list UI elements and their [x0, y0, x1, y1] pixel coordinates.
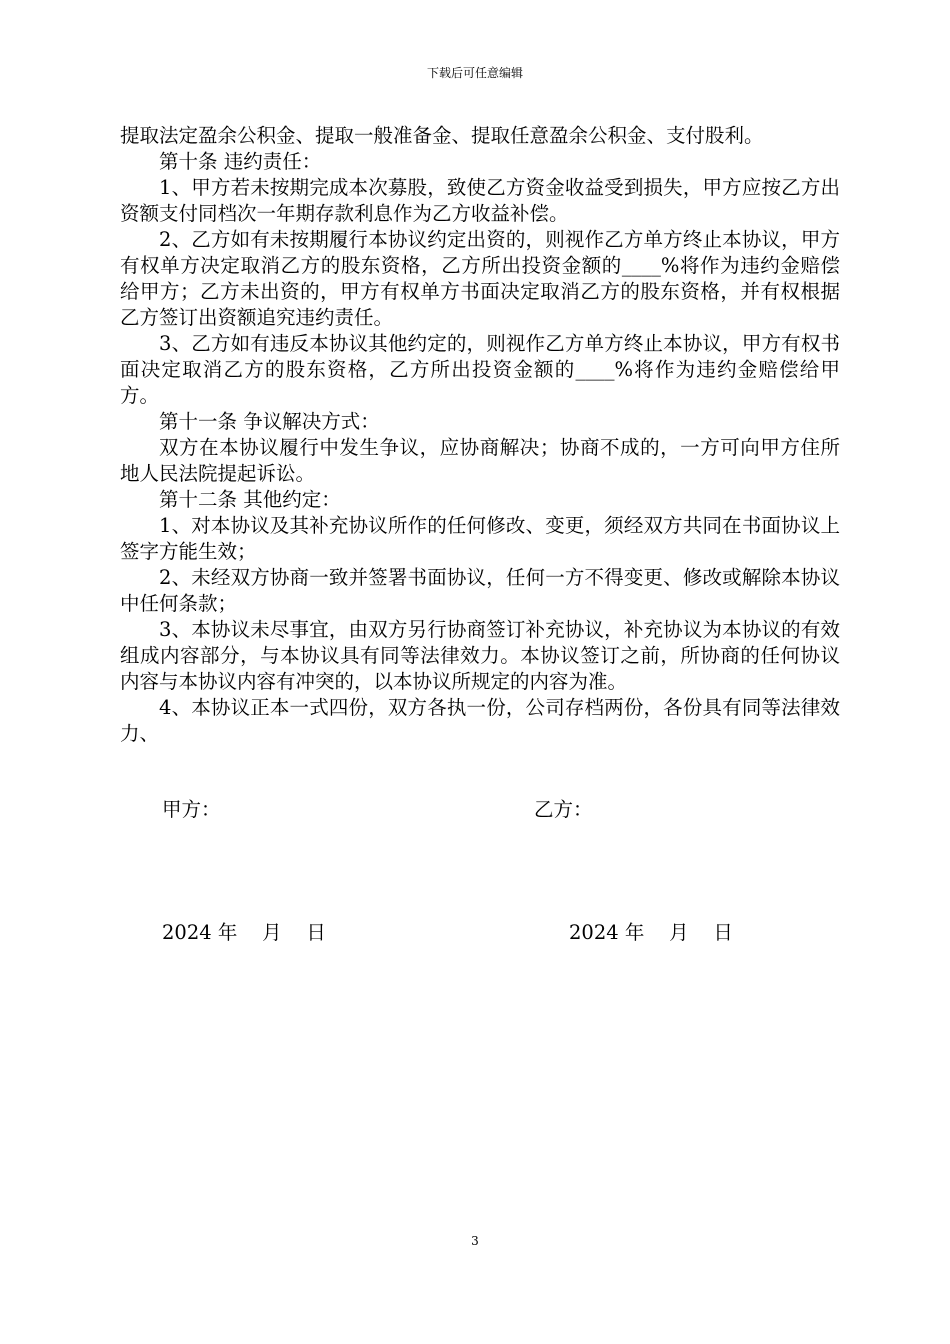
article-12-clause-1: 1、对本协议及其补充协议所作的任何修改、变更，须经双方共同在书面协议上签字方能生效； — [120, 514, 840, 563]
article-12-clause-3: 3、本协议未尽事宜，由双方另行协商签订补充协议，补充协议为本协议的有效组成内容部分，与本协议具有同等法律效力。本协议签订之前，所协商的任何协议内容与本协议内容有冲突的，以本协议所规定的内容为准。 — [120, 618, 840, 693]
party-a-label: 甲方： — [162, 798, 221, 821]
paragraph-continuation: 提取法定盈余公积金、提取一般准备金、提取任意盈余公积金、支付股利。 — [120, 124, 764, 147]
article-10-heading: 第十条 违约责任： — [159, 150, 322, 173]
document-body — [120, 123, 840, 747]
article-11-body: 双方在本协议履行中发生争议，应协商解决；协商不成的，一方可向甲方住所地人民法院提起诉讼。 — [120, 436, 840, 485]
article-12-clause-4: 4、本协议正本一式四份，双方各执一份，公司存档两份，各份具有同等法律效力、 — [120, 696, 840, 745]
party-a-date: 2024 年 月 日 — [162, 921, 326, 944]
article-12-heading: 第十二条 其他约定： — [159, 488, 341, 511]
article-10-clause-3: 3、乙方如有违反本协议其他约定的，则视作乙方单方终止本协议，甲方有权书面决定取消乙方的股东资格，乙方所出投资金额的____%将作为违约金赔偿给甲方。 — [120, 332, 840, 407]
article-11-heading: 第十一条 争议解决方式： — [159, 410, 380, 433]
article-12-clause-2: 2、未经双方协商一致并签署书面协议，任何一方不得变更、修改或解除本协议中任何条款； — [120, 566, 840, 615]
party-b-date: 2024 年 月 日 — [569, 921, 733, 944]
party-b-label: 乙方： — [534, 798, 593, 821]
article-10-clause-2: 2、乙方如有未按期履行本协议约定出资的，则视作乙方单方终止本协议，甲方有权单方决定取消乙方的股东资格，乙方所出投资金额的____%将作为违约金赔偿给甲方；乙方未出资的，甲方有权单方书面决定取消乙方的股东资格，并有权根据乙方签订出资额追究违约责任。 — [120, 228, 840, 329]
page-number: 3 — [471, 1234, 479, 1248]
article-10-clause-1: 1、甲方若未按期完成本次募股，致使乙方资金收益受到损失，甲方应按乙方出资额支付同档次一年期存款利息作为乙方收益补偿。 — [120, 176, 840, 225]
page-header: 下载后可任意编辑 — [426, 66, 523, 80]
